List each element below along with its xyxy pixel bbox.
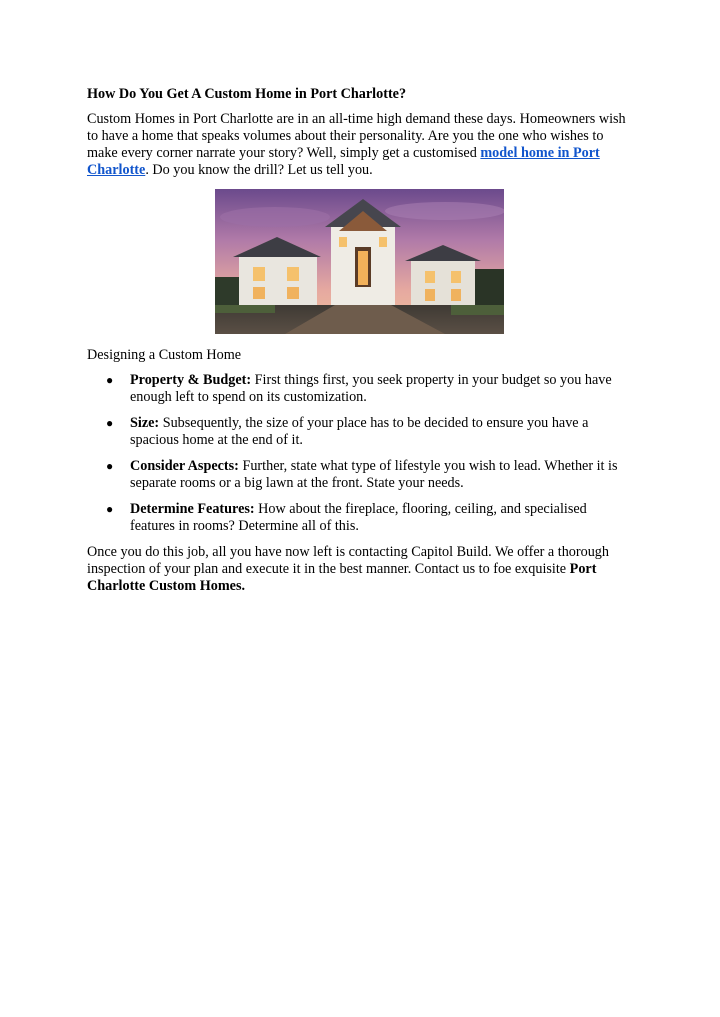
- intro-text-1: Custom Homes in Port Charlotte are in an all-time high demand these days. Homeowners wish to have a home that speaks volumes about their personality. Are you the one who wishes to make every corner narrate your story? Well, simply get a customised: [87, 111, 626, 161]
- bullet-text: Further, state what type of lifestyle you wish to lead. Whether it is separate rooms or a big lawn at the front. State your needs.: [130, 458, 618, 491]
- bullet-dot-icon: ●: [106, 373, 114, 387]
- intro-text-2: . Do you know the drill? Let us tell you.: [145, 162, 373, 178]
- bullet-label: Property & Budget:: [130, 372, 252, 388]
- closing-paragraph: [87, 544, 635, 595]
- list-item: [87, 415, 635, 449]
- bullet-label: Determine Features:: [130, 501, 255, 517]
- list-item: [87, 501, 635, 535]
- bullet-label: Consider Aspects:: [130, 458, 239, 474]
- bullet-dot-icon: ●: [106, 416, 114, 430]
- list-item: [87, 458, 635, 492]
- bullet-text: How about the fireplace, flooring, ceiling, and specialised features in rooms? Determine all of this.: [130, 501, 587, 534]
- bullet-list: [87, 372, 635, 535]
- intro-paragraph: [87, 111, 635, 179]
- bullet-label: Size:: [130, 415, 160, 431]
- document-page: [87, 86, 635, 604]
- list-item: [87, 372, 635, 406]
- bullet-text: Subsequently, the size of your place has to be decided to ensure you have a spacious home at the end of it.: [130, 415, 589, 448]
- closing-bold-text: Port Charlotte Custom Homes.: [87, 561, 597, 594]
- page-title: How Do You Get A Custom Home in Port Charlotte?: [87, 86, 407, 102]
- model-home-link[interactable]: model home in Port Charlotte: [87, 145, 600, 178]
- bullet-dot-icon: ●: [106, 459, 114, 473]
- bullet-dot-icon: ●: [106, 502, 114, 516]
- closing-text: Once you do this job, all you have now left is contacting Capitol Build. We offer a thorough inspection of your plan and execute it in the best manner. Contact us to foe exquisite: [87, 544, 609, 577]
- custom-home-photo: [215, 189, 504, 334]
- bullet-text: First things first, you seek property in your budget so you have enough left to spend on its customization.: [130, 372, 612, 405]
- section-title: Designing a Custom Home: [87, 347, 242, 363]
